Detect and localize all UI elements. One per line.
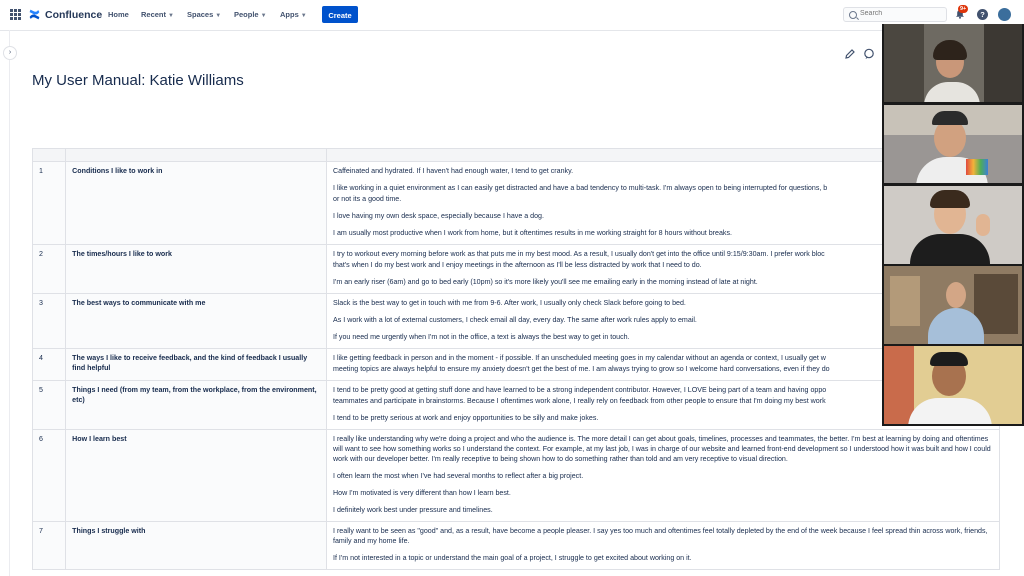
chevron-down-icon: ▼ — [168, 13, 174, 19]
row-label: The times/hours I like to work — [66, 245, 327, 294]
row-paragraph: I really like understanding why we're doing a project and who the audience is. The more detail I can get about goals, timelines, processes and teammates, the better. I'm best at learning by doing and oftentimes will want to see how something works so I understand the context. For example, at my last job, I was in charge of our website and learned front-end development so I understood how it was built and how I could work with our developer better. I'm really receptive to being shown how to do something rather than told and am very receptive to visual direction. — [333, 435, 991, 463]
brand-name: Confluence — [45, 8, 103, 21]
confluence-logo-icon — [28, 8, 41, 21]
row-description — [327, 522, 1000, 570]
row-paragraph: I try to workout every morning before work as that puts me in my best mood. As a result, I usually don't get into the office until 9:15/9:30am. I prefer work bloc — [333, 250, 825, 258]
row-paragraph: I like working in a quiet environment as I can easily get distracted and have a bad tendency to multi-task. I'm always open to being interrupted for questions, b — [333, 184, 828, 192]
row-label: The ways I like to receive feedback, and the kind of feedback I usually find helpful — [66, 349, 327, 381]
nav-recent[interactable] — [141, 10, 174, 19]
row-description — [327, 430, 1000, 522]
participant-video-tile[interactable] — [884, 24, 1022, 102]
user-avatar[interactable] — [998, 8, 1011, 21]
participant-video-tile[interactable] — [884, 266, 1022, 344]
table-row — [33, 294, 1000, 349]
row-paragraph: I often learn the most when I've had several months to reflect after a big project. — [333, 472, 584, 480]
chevron-down-icon: ▼ — [260, 13, 267, 19]
header-cell — [66, 149, 327, 162]
row-number: 7 — [33, 522, 66, 570]
header-cell — [33, 149, 66, 162]
row-paragraph: or not its a good time. — [333, 195, 402, 203]
video-call-panel — [882, 24, 1024, 426]
participant-video-tile[interactable] — [884, 186, 1022, 264]
row-label: Things I need (from my team, from the workplace, from the environment, etc) — [66, 381, 327, 430]
notification-count-badge: 9+ — [960, 6, 967, 12]
expand-sidebar-icon[interactable]: › — [3, 46, 17, 60]
confluence-logo[interactable] — [28, 8, 102, 21]
nav-recent-label: Recent — [141, 10, 167, 19]
top-navigation — [0, 0, 1024, 31]
row-number: 4 — [33, 349, 66, 381]
create-button[interactable]: Create — [322, 6, 358, 23]
row-paragraph: I tend to be pretty serious at work and enjoy opportunities to be silly and make jokes. — [333, 414, 599, 422]
row-paragraph: meeting topics are always helpful to ensure my anxiety doesn't get the best of me. I am always trying to grow so I welcome hard conversations, even if they do — [333, 365, 830, 373]
row-paragraph: I like getting feedback in person and in the moment - if possible. If an unscheduled meeting goes in my calendar without an agenda or context, I usually get w — [333, 354, 826, 362]
row-paragraph: teammates and participate in brainstorms. Because I oftentimes work alone, I really rely on feedback from other people to ensure that I'm doing my best work — [333, 397, 826, 405]
row-paragraph: I really want to be seen as "good" and, as a result, have become a people pleaser. I say yes too much and oftentimes feel totally depleted by the end of the week because I feel spread thin across work, friends, family and my home life. — [333, 527, 988, 545]
search-box[interactable] — [843, 7, 947, 22]
app-switcher-icon[interactable] — [10, 9, 21, 20]
edit-pencil-icon[interactable] — [844, 48, 856, 60]
search-icon — [849, 11, 857, 19]
row-paragraph: Slack is the best way to get in touch with me from 9-6. After work, I usually only check Slack before going to bed. — [333, 299, 686, 307]
nav-home-label: Home — [108, 10, 129, 19]
row-paragraph: I definitely work best under pressure and timelines. — [333, 506, 493, 514]
comment-icon[interactable] — [863, 48, 875, 60]
nav-spaces[interactable] — [187, 10, 221, 19]
row-paragraph: If you need me urgently when I'm not in the office, a text is always the best way to get in touch. — [333, 333, 630, 341]
nav-apps[interactable] — [280, 10, 307, 19]
row-paragraph: I love having my own desk space, especially because I have a dog. — [333, 212, 544, 220]
table-row — [33, 245, 1000, 294]
row-number: 5 — [33, 381, 66, 430]
row-number: 3 — [33, 294, 66, 349]
nav-spaces-label: Spaces — [187, 10, 214, 19]
row-paragraph: I tend to be pretty good at getting stuff done and have learned to be a strong independent contributor. However, I LOVE being part of a team and having oppo — [333, 386, 827, 394]
row-label: The best ways to communicate with me — [66, 294, 327, 349]
row-paragraph: that's when I do my best work and I enjoy meetings in the afternoon as I'll be less distracted by work that I need to do. — [333, 261, 702, 269]
sidebar-divider — [9, 30, 10, 576]
table-row — [33, 381, 1000, 430]
row-number: 6 — [33, 430, 66, 522]
chevron-down-icon: ▼ — [300, 13, 307, 19]
row-paragraph: As I work with a lot of external customers, I check email all day, every day. The same after work rules apply to email. — [333, 316, 697, 324]
nav-home[interactable] — [108, 10, 129, 19]
participant-video-tile[interactable] — [884, 105, 1022, 183]
row-paragraph: How I'm motivated is very different than how I learn best. — [333, 489, 511, 497]
row-label: How I learn best — [66, 430, 327, 522]
nav-apps-label: Apps — [280, 10, 299, 19]
table-row — [33, 430, 1000, 522]
row-number: 1 — [33, 162, 66, 245]
search-input[interactable] — [860, 10, 940, 17]
table-row — [33, 522, 1000, 570]
chevron-down-icon: ▼ — [215, 13, 222, 19]
table-row — [33, 162, 1000, 245]
row-paragraph: Caffeinated and hydrated. If I haven't had enough water, I tend to get cranky. — [333, 167, 574, 175]
help-icon[interactable]: ? — [977, 9, 988, 20]
nav-people-label: People — [234, 10, 259, 19]
row-label: Conditions I like to work in — [66, 162, 327, 245]
participant-video-tile[interactable] — [884, 346, 1022, 424]
page-title: My User Manual: Katie Williams — [32, 72, 244, 89]
row-paragraph: If I'm not interested in a topic or understand the main goal of a project, I struggle to get excited about working on it. — [333, 554, 692, 562]
user-manual-table — [32, 148, 1000, 570]
nav-people[interactable] — [234, 10, 267, 19]
table-row — [33, 349, 1000, 381]
row-label: Things I struggle with — [66, 522, 327, 570]
row-paragraph: I'm an early riser (6am) and go to bed early (10pm) so it's more likely you'll see me emailing early in the morning instead of late at night. — [333, 278, 758, 286]
row-paragraph: I am usually most productive when I work from home, but it oftentimes results in me working straight for 8 hours without breaks. — [333, 229, 732, 237]
table-header-row — [33, 149, 1000, 162]
row-number: 2 — [33, 245, 66, 294]
